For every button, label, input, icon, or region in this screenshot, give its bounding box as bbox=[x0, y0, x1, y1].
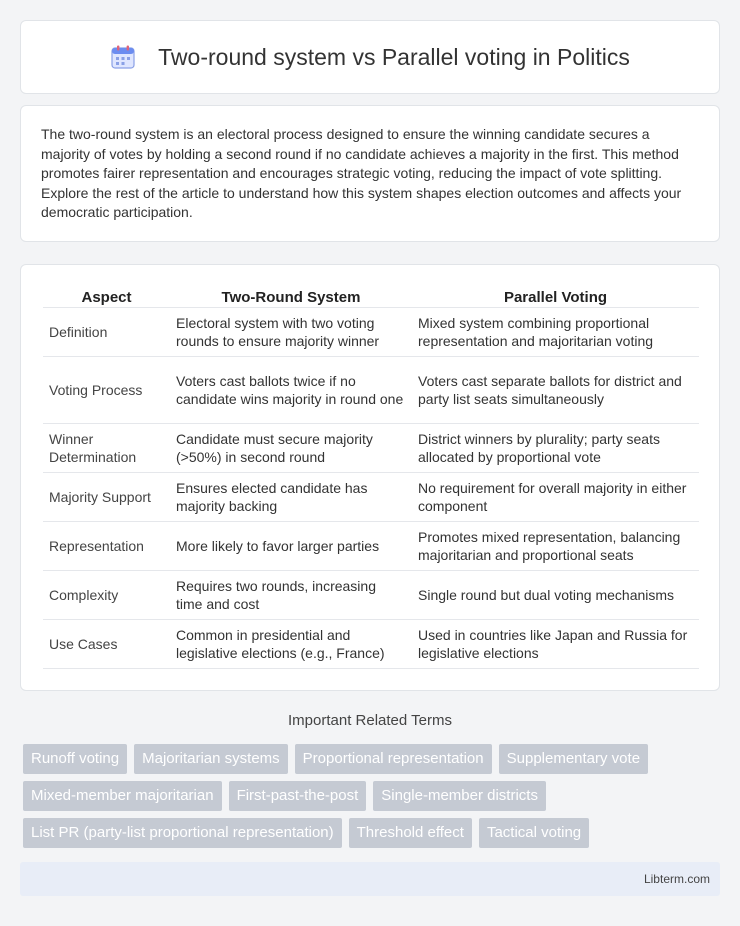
two-round-cell: Electoral system with two voting rounds to ensure majority winner bbox=[170, 308, 412, 357]
tag-threshold-effect[interactable]: Threshold effect bbox=[349, 818, 472, 848]
two-round-cell: Candidate must secure majority (>50%) in second round bbox=[170, 424, 412, 473]
two-round-cell: Ensures elected candidate has majority backing bbox=[170, 473, 412, 522]
two-round-cell: Requires two rounds, increasing time and cost bbox=[170, 571, 412, 620]
table-header-row bbox=[43, 285, 699, 308]
footer bbox=[20, 862, 720, 896]
comparison-table-card bbox=[20, 264, 720, 691]
two-round-cell: Voters cast ballots twice if no candidate wins majority in round one bbox=[170, 357, 412, 424]
parallel-cell: No requirement for overall majority in either component bbox=[412, 473, 699, 522]
calendar-icon bbox=[110, 44, 136, 70]
aspect-cell: Definition bbox=[43, 308, 170, 357]
header-aspect: Aspect bbox=[43, 285, 170, 308]
tag-first-past-the-post[interactable]: First-past-the-post bbox=[229, 781, 367, 811]
aspect-cell: Winner Determination bbox=[43, 424, 170, 473]
table-row bbox=[43, 473, 699, 522]
tag-row bbox=[23, 781, 723, 811]
tag-row bbox=[23, 818, 723, 848]
table-row bbox=[43, 620, 699, 669]
table-row bbox=[43, 357, 699, 424]
tag-row bbox=[23, 744, 723, 774]
tag-mixed-member-majoritarian[interactable]: Mixed-member majoritarian bbox=[23, 781, 222, 811]
parallel-cell: Mixed system combining proportional representation and majoritarian voting bbox=[412, 308, 699, 357]
related-terms-title: Important Related Terms bbox=[288, 712, 452, 729]
aspect-cell: Majority Support bbox=[43, 473, 170, 522]
two-round-cell: Common in presidential and legislative elections (e.g., France) bbox=[170, 620, 412, 669]
parallel-cell: Voters cast separate ballots for district and party list seats simultaneously bbox=[412, 357, 699, 424]
tag-supplementary-vote[interactable]: Supplementary vote bbox=[499, 744, 648, 774]
related-terms-list bbox=[23, 744, 723, 855]
intro-card bbox=[20, 105, 720, 242]
table-row bbox=[43, 522, 699, 571]
two-round-cell: More likely to favor larger parties bbox=[170, 522, 412, 571]
comparison-table bbox=[43, 285, 699, 669]
table-row bbox=[43, 571, 699, 620]
table-row bbox=[43, 424, 699, 473]
parallel-cell: Single round but dual voting mechanisms bbox=[412, 571, 699, 620]
aspect-cell: Use Cases bbox=[43, 620, 170, 669]
aspect-cell: Representation bbox=[43, 522, 170, 571]
aspect-cell: Complexity bbox=[43, 571, 170, 620]
parallel-cell: Used in countries like Japan and Russia for legislative elections bbox=[412, 620, 699, 669]
footer-site-link[interactable]: Libterm.com bbox=[643, 872, 710, 886]
tag-proportional-representation[interactable]: Proportional representation bbox=[295, 744, 492, 774]
intro-paragraph: The two-round system is an electoral process designed to ensure the winning candidate secures a majority of votes by holding a second round if no candidate achieves a majority in the first. This method promotes fairer representation and encourages strategic voting, reducing the impact of vote splitting. Explore the rest of the article to understand how this system shapes election outcomes and affects your democratic participation. bbox=[41, 126, 682, 221]
parallel-cell: Promotes mixed representation, balancing majoritarian and proportional seats bbox=[412, 522, 699, 571]
tag-list-pr[interactable]: List PR (party-list proportional representation) bbox=[23, 818, 342, 848]
tag-runoff-voting[interactable]: Runoff voting bbox=[23, 744, 127, 774]
tag-majoritarian-systems[interactable]: Majoritarian systems bbox=[134, 744, 288, 774]
aspect-cell: Voting Process bbox=[43, 357, 170, 424]
parallel-cell: District winners by plurality; party seats allocated by proportional vote bbox=[412, 424, 699, 473]
table-row bbox=[43, 308, 699, 357]
header-parallel: Parallel Voting bbox=[412, 285, 699, 308]
header-card bbox=[20, 20, 720, 94]
header-two-round: Two-Round System bbox=[170, 285, 412, 308]
tag-tactical-voting[interactable]: Tactical voting bbox=[479, 818, 589, 848]
page-title: Two-round system vs Parallel voting in Politics bbox=[158, 43, 630, 70]
tag-single-member-districts[interactable]: Single-member districts bbox=[373, 781, 546, 811]
